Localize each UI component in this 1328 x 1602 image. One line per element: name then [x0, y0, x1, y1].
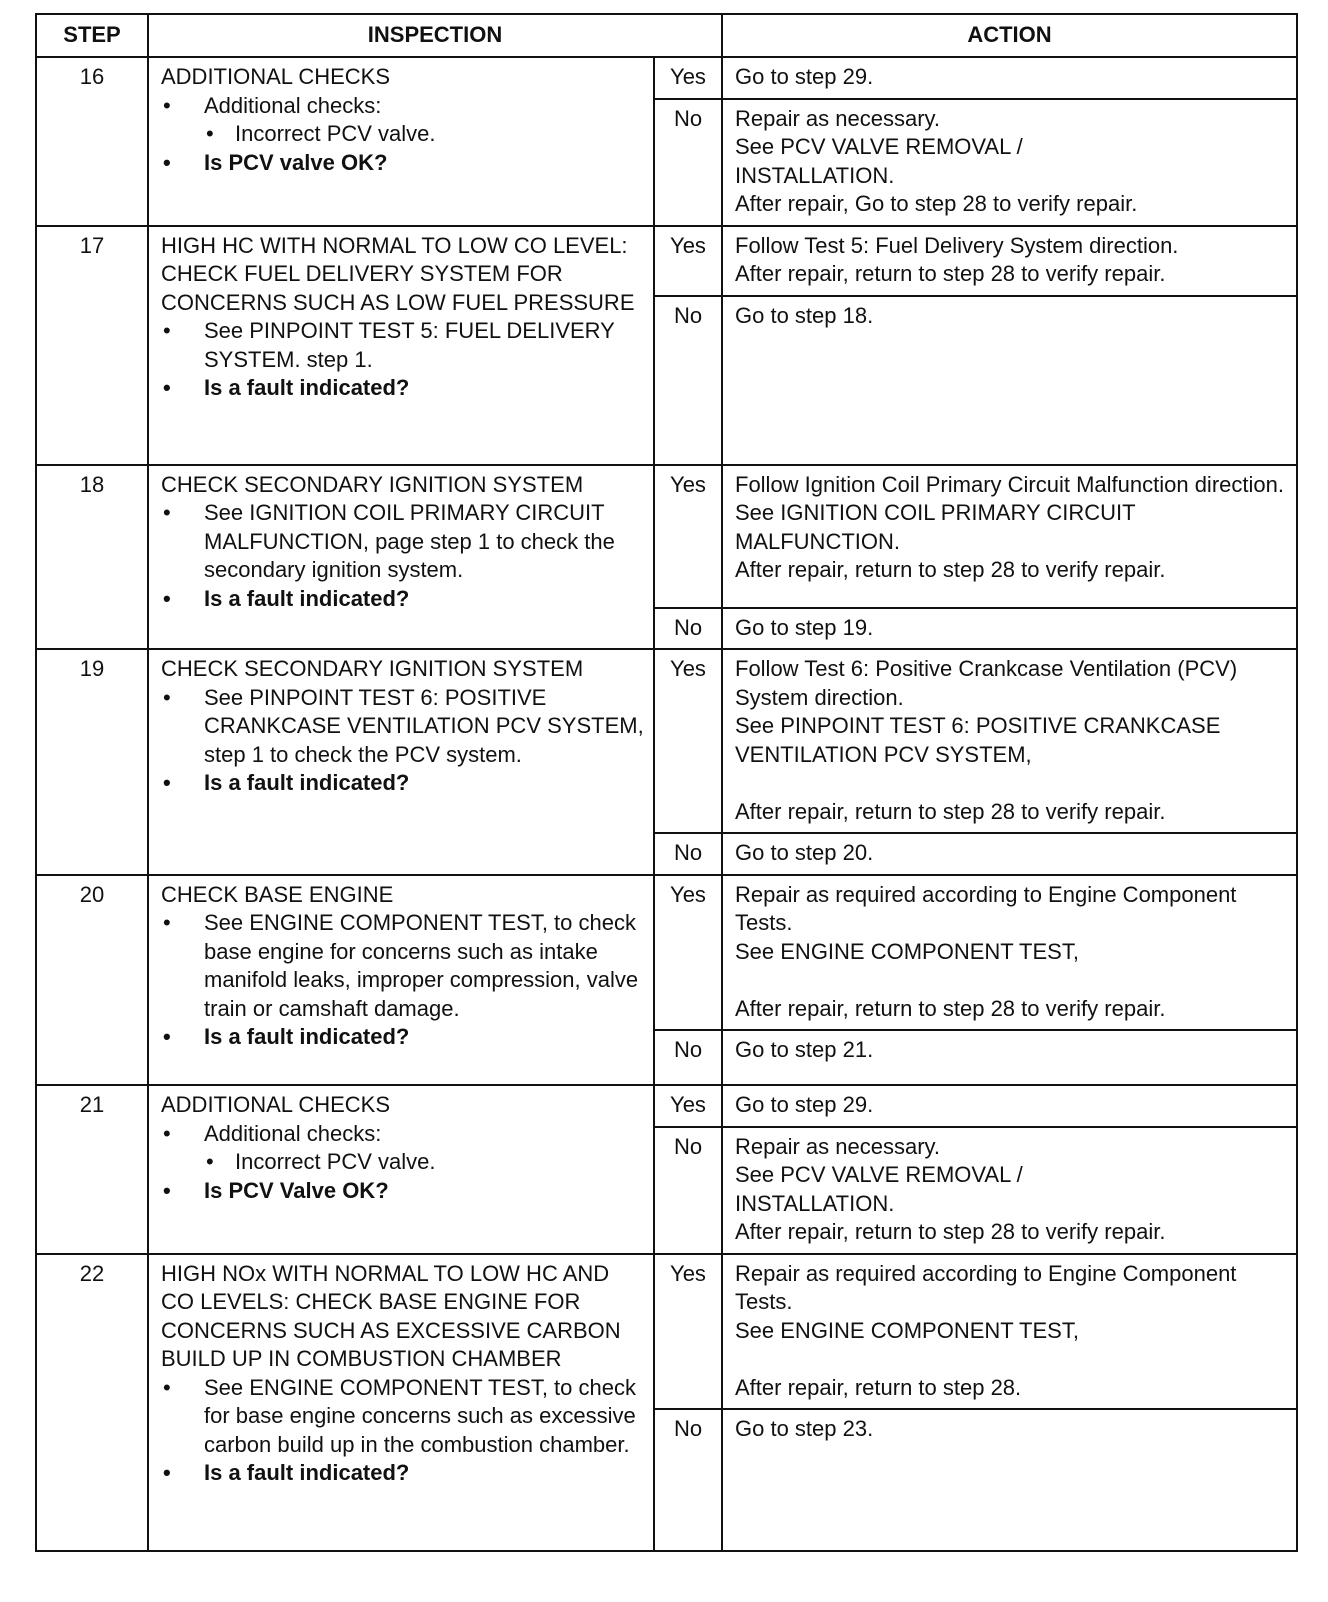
no-label: No	[654, 1127, 722, 1254]
action-line: Repair as necessary.	[735, 1133, 941, 1159]
inspection-bullet: • See ENGINE COMPONENT TEST, to check base engine for concerns such as intake manifold leaks, improper compression, valve train or camshaft damage.	[161, 909, 645, 1023]
step-number: 18	[36, 465, 148, 650]
step-row-19	[36, 649, 1297, 833]
step-row-18	[36, 465, 1297, 608]
yes-action	[722, 649, 1297, 833]
inspection-cell	[148, 1085, 654, 1254]
step-number: 21	[36, 1085, 148, 1254]
yes-label: Yes	[654, 226, 722, 296]
action-line: After repair, return to step 28 to verify repair.	[735, 995, 1166, 1021]
action-line: Follow Ignition Coil Primary Circuit Malfunction direction.	[735, 471, 1284, 497]
step-number: 20	[36, 875, 148, 1086]
step-row-22	[36, 1254, 1297, 1410]
action-line: After repair, Go to step 28 to verify repair.	[735, 191, 1138, 216]
action-line: See PINPOINT TEST 6: POSITIVE CRANKCASE VENTILATION PCV SYSTEM,	[735, 713, 1221, 767]
inspection-bullet: • See IGNITION COIL PRIMARY CIRCUIT MALFUNCTION, page step 1 to check the secondary ignition system.	[161, 499, 645, 585]
action-line: Go to step 29.	[735, 64, 874, 89]
step-number: 17	[36, 226, 148, 465]
no-action	[722, 608, 1297, 650]
inspection-question: • Is a fault indicated?	[161, 374, 645, 403]
step-number: 22	[36, 1254, 148, 1552]
diagnostic-table	[35, 13, 1298, 1552]
no-action	[722, 833, 1297, 875]
action-line: After repair, return to step 28 to verify repair.	[735, 798, 1166, 824]
action-line: After repair, return to step 28 to verify repair.	[735, 1219, 1166, 1244]
action-line	[735, 1345, 1288, 1374]
yes-label: Yes	[654, 1085, 722, 1127]
inspection-title: ADDITIONAL CHECKS	[161, 1092, 391, 1117]
no-action	[722, 1409, 1297, 1551]
action-line: Repair as necessary.	[735, 105, 941, 131]
inspection-cell	[148, 465, 654, 650]
inspection-bullet: • See ENGINE COMPONENT TEST, to check for base engine concerns such as excessive carbon build up in the combustion chamber.	[161, 1374, 645, 1460]
action-line: After repair, return to step 28 to verify repair.	[735, 261, 1166, 286]
inspection-cell	[148, 649, 654, 875]
header-inspection: INSPECTION	[148, 14, 722, 57]
step-number: 19	[36, 649, 148, 875]
no-label: No	[654, 99, 722, 226]
inspection-question: • Is a fault indicated?	[161, 1023, 645, 1052]
yes-action	[722, 465, 1297, 608]
inspection-cell	[148, 875, 654, 1086]
step-row-21	[36, 1085, 1297, 1127]
inspection-bullet: • See PINPOINT TEST 5: FUEL DELIVERY SYSTEM. step 1.	[161, 317, 645, 374]
action-line: See ENGINE COMPONENT TEST,	[735, 938, 1079, 964]
no-action	[722, 296, 1297, 465]
yes-label: Yes	[654, 875, 722, 1031]
action-line: Go to step 18.	[735, 302, 874, 328]
action-line: See IGNITION COIL PRIMARY CIRCUIT MALFUNCTION.	[735, 500, 1136, 554]
action-line: INSTALLATION.	[735, 162, 895, 188]
action-line: Go to step 19.	[735, 614, 874, 640]
inspection-sub-bullet: • Incorrect PCV valve.	[161, 1148, 645, 1177]
header-row	[36, 14, 1297, 57]
inspection-question: • Is PCV Valve OK?	[161, 1177, 645, 1206]
inspection-bullet: • See PINPOINT TEST 6: POSITIVE CRANKCASE VENTILATION PCV SYSTEM, step 1 to check the PCV system.	[161, 684, 645, 770]
inspection-title: HIGH NOx WITH NORMAL TO LOW HC AND CO LEVELS: CHECK BASE ENGINE FOR CONCERNS SUCH AS EXCESSIVE CARBON BUILD UP IN COMBUSTION CHAMBER	[161, 1260, 621, 1371]
inspection-title: CHECK SECONDARY IGNITION SYSTEM	[161, 656, 584, 681]
yes-action	[722, 875, 1297, 1031]
action-line	[735, 769, 1288, 798]
inspection-title: HIGH HC WITH NORMAL TO LOW CO LEVEL: CHECK FUEL DELIVERY SYSTEM FOR CONCERNS SUCH AS LOW FUEL PRESSURE	[161, 232, 635, 315]
action-line: Go to step 23.	[735, 1416, 874, 1441]
yes-label: Yes	[654, 465, 722, 608]
inspection-bullet: • Additional checks:	[161, 92, 645, 121]
inspection-question: • Is a fault indicated?	[161, 585, 645, 614]
step-row-20	[36, 875, 1297, 1031]
yes-action	[722, 57, 1297, 99]
no-action	[722, 1030, 1297, 1085]
action-line: Follow Test 6: Positive Crankcase Ventilation (PCV) System direction.	[735, 656, 1238, 710]
yes-action	[722, 1254, 1297, 1410]
action-line: INSTALLATION.	[735, 1190, 895, 1216]
inspection-bullet: • Additional checks:	[161, 1120, 645, 1149]
no-label: No	[654, 833, 722, 875]
action-line: Go to step 29.	[735, 1092, 874, 1117]
inspection-title: CHECK BASE ENGINE	[161, 881, 394, 907]
inspection-title: ADDITIONAL CHECKS	[161, 64, 391, 89]
action-line: See PCV VALVE REMOVAL /	[735, 134, 1023, 159]
action-line: Follow Test 5: Fuel Delivery System direction.	[735, 232, 1179, 258]
yes-action	[722, 1085, 1297, 1127]
no-label: No	[654, 608, 722, 650]
inspection-cell	[148, 226, 654, 465]
no-label: No	[654, 296, 722, 465]
action-line	[735, 966, 1288, 995]
no-action	[722, 1127, 1297, 1254]
yes-label: Yes	[654, 57, 722, 99]
yes-label: Yes	[654, 1254, 722, 1410]
action-line: Go to step 21.	[735, 1037, 874, 1062]
inspection-question: • Is a fault indicated?	[161, 1459, 645, 1488]
step-row-16	[36, 57, 1297, 99]
action-line: After repair, return to step 28.	[735, 1374, 1022, 1400]
inspection-question: • Is PCV valve OK?	[161, 149, 645, 178]
action-line: Repair as required according to Engine Component Tests.	[735, 881, 1237, 935]
header-step: STEP	[36, 14, 148, 57]
inspection-cell	[148, 1254, 654, 1552]
action-line: See PCV VALVE REMOVAL /	[735, 1162, 1023, 1187]
inspection-sub-bullet: • Incorrect PCV valve.	[161, 120, 645, 149]
yes-action	[722, 226, 1297, 296]
header-action: ACTION	[722, 14, 1297, 57]
action-line: See ENGINE COMPONENT TEST,	[735, 1317, 1079, 1343]
no-label: No	[654, 1409, 722, 1551]
no-action	[722, 99, 1297, 226]
inspection-title: CHECK SECONDARY IGNITION SYSTEM	[161, 471, 584, 497]
no-label: No	[654, 1030, 722, 1085]
step-row-17	[36, 226, 1297, 296]
action-line: After repair, return to step 28 to verify repair.	[735, 557, 1166, 582]
action-line: Repair as required according to Engine Component Tests.	[735, 1260, 1237, 1314]
yes-label: Yes	[654, 649, 722, 833]
inspection-question: • Is a fault indicated?	[161, 769, 645, 798]
action-line: Go to step 20.	[735, 840, 874, 865]
step-number: 16	[36, 57, 148, 226]
inspection-cell	[148, 57, 654, 226]
